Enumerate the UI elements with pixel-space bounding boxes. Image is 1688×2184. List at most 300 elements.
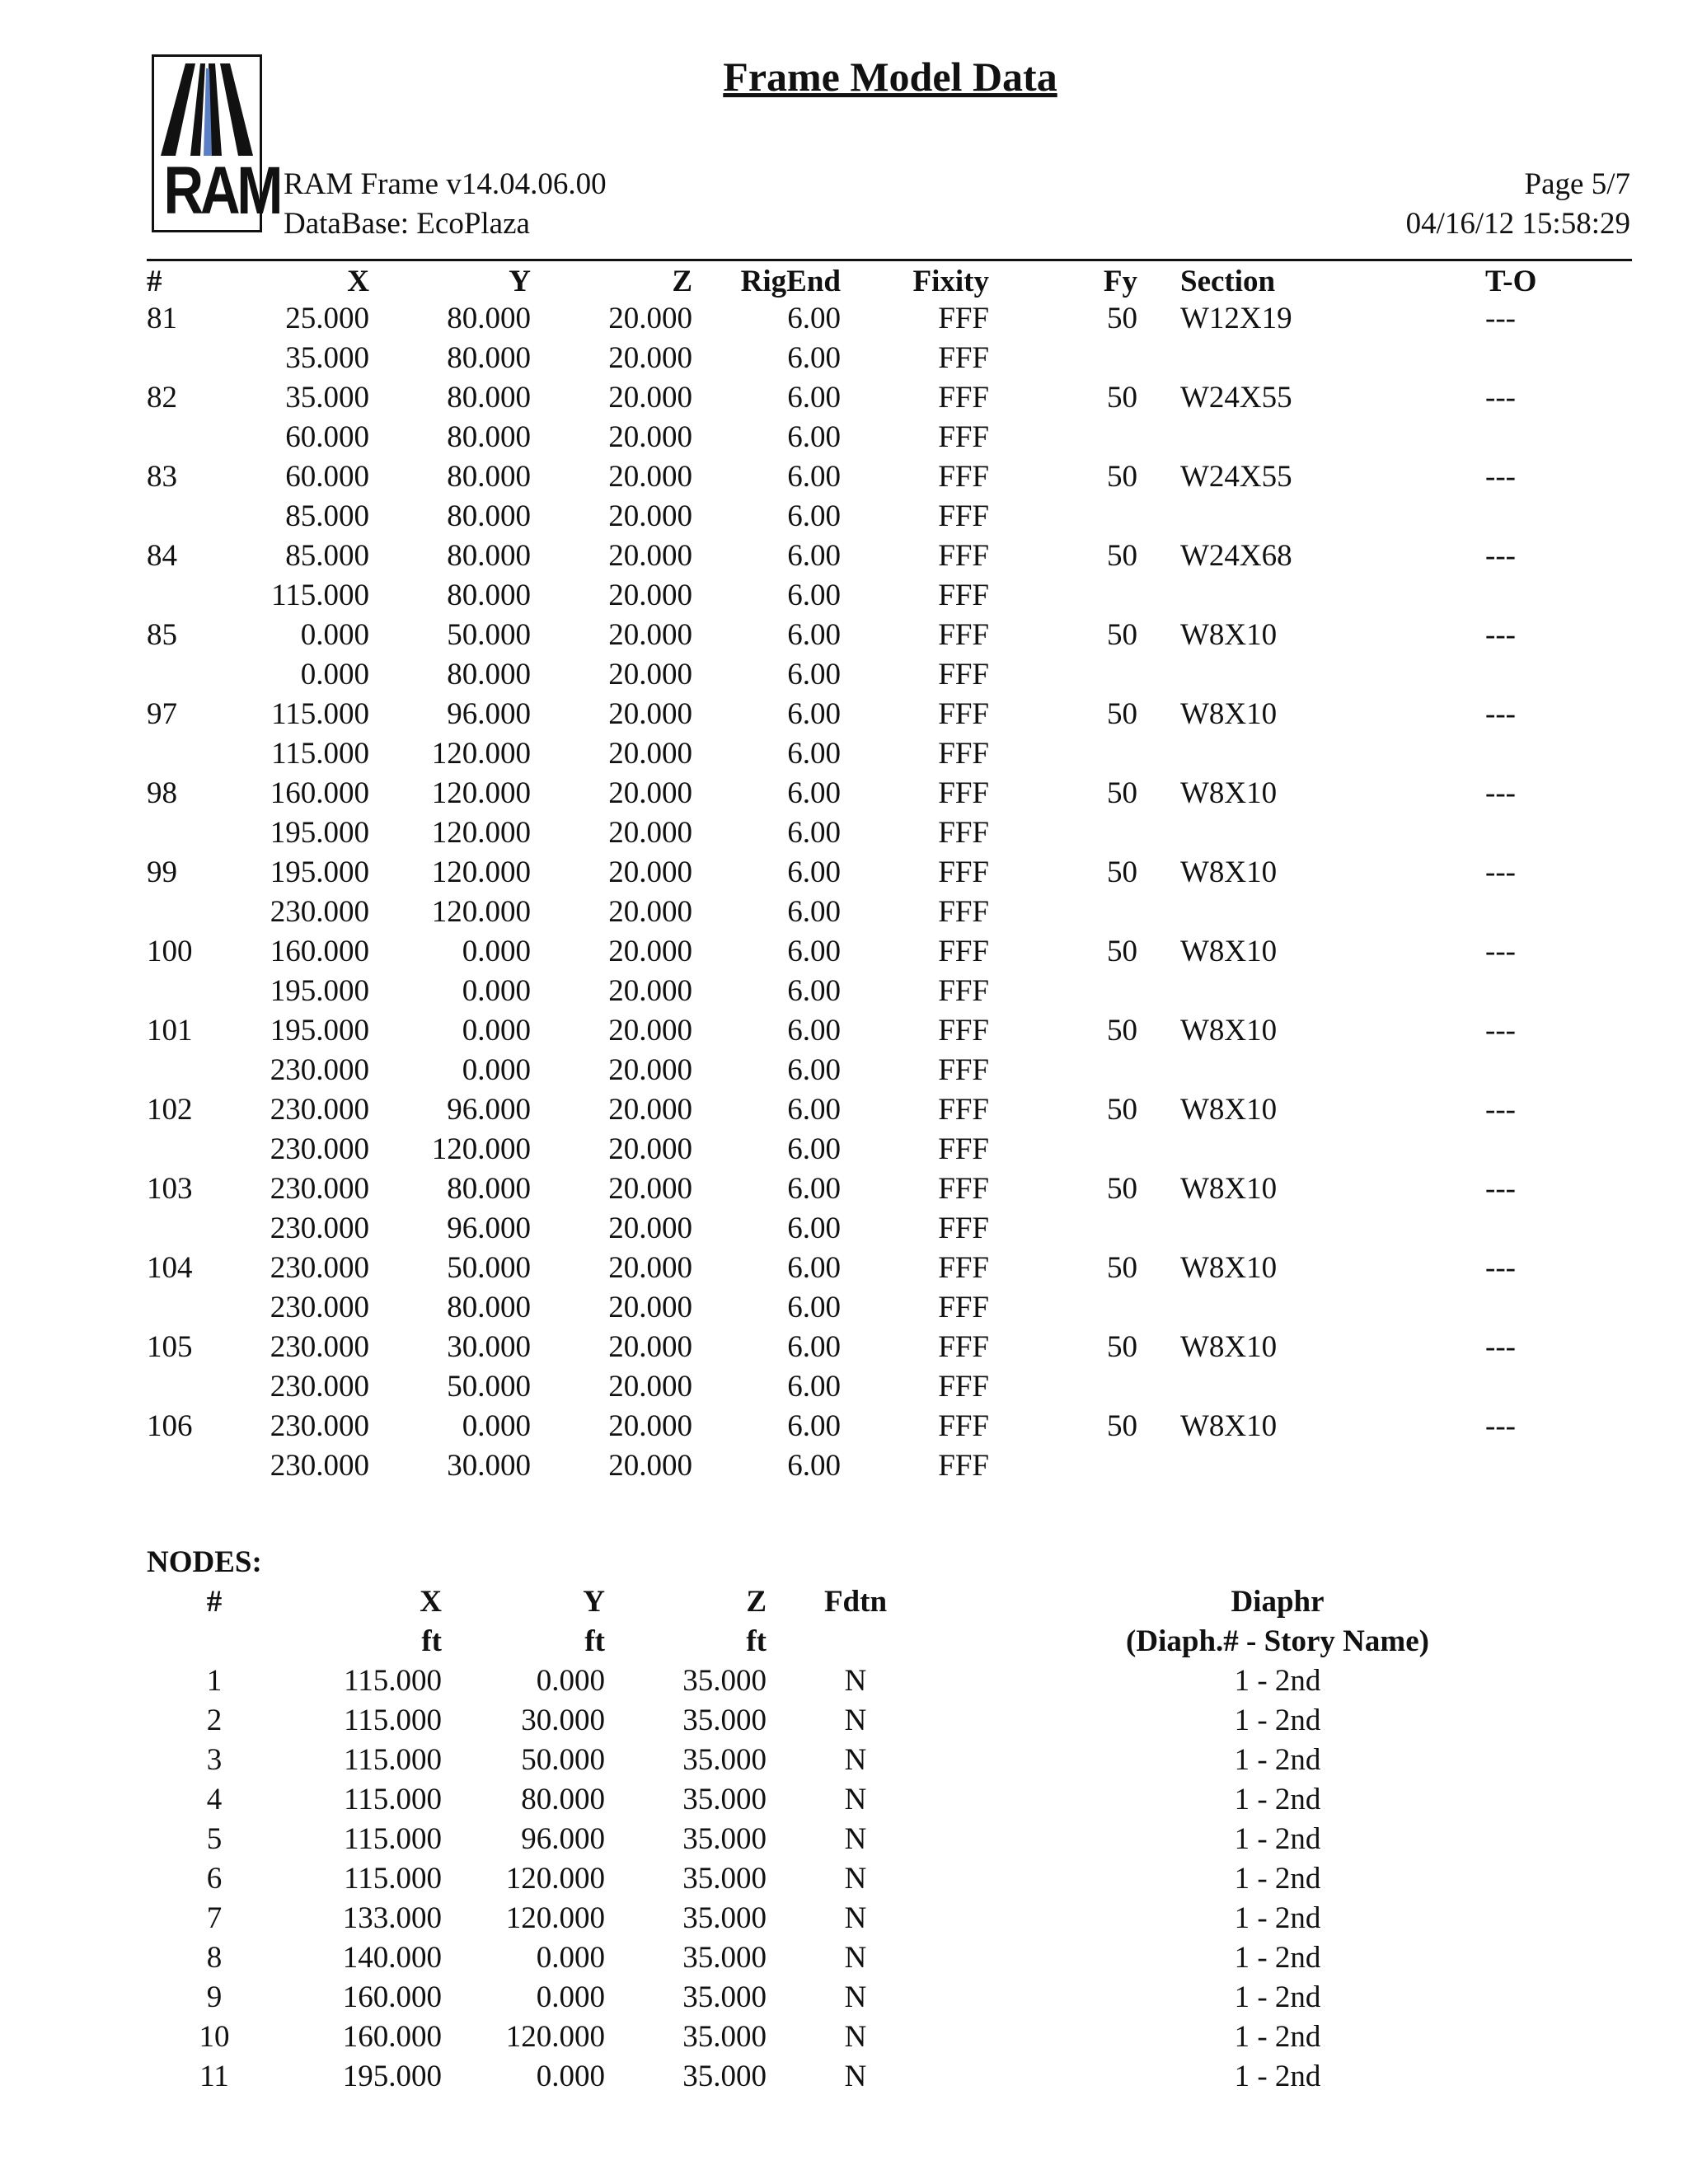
t-o-cell: --- bbox=[1485, 302, 1516, 335]
z-coord-cell: 20.000 bbox=[608, 697, 692, 731]
rig-end-cell: 6.00 bbox=[787, 1409, 841, 1443]
rig-end-cell: 6.00 bbox=[787, 1014, 841, 1047]
rig-end-cell: 6.00 bbox=[787, 1053, 841, 1087]
fixity-cell: FFF bbox=[938, 618, 989, 652]
y-coord-cell: 80.000 bbox=[447, 579, 531, 612]
z-coord-cell: 20.000 bbox=[608, 460, 692, 494]
node-z-coord-cell: 35.000 bbox=[682, 1743, 767, 1777]
node-x-coord-cell: 195.000 bbox=[342, 2060, 442, 2093]
table-row bbox=[0, 972, 1688, 1011]
table-row bbox=[0, 1780, 1688, 1820]
fy-cell: 50 bbox=[1107, 1172, 1137, 1206]
node-unit-z-coord: ft bbox=[746, 1624, 767, 1658]
table-row bbox=[0, 1899, 1688, 1938]
fy-cell: 50 bbox=[1107, 855, 1137, 889]
report-datetime: 04/16/12 15:58:29 bbox=[1405, 207, 1630, 241]
node-diaphragm-cell: 1 - 2nd bbox=[1234, 1664, 1321, 1698]
fixity-cell: FFF bbox=[938, 1291, 989, 1324]
table-row bbox=[0, 1288, 1688, 1328]
x-coord-cell: 230.000 bbox=[270, 1409, 369, 1443]
node-diaphragm-cell: 1 - 2nd bbox=[1234, 1783, 1321, 1816]
table-row bbox=[0, 853, 1688, 893]
table-row bbox=[0, 1978, 1688, 2018]
node-y-coord-cell: 120.000 bbox=[505, 1862, 605, 1896]
table-row bbox=[0, 1169, 1688, 1209]
node-foundation-cell: N bbox=[844, 1901, 867, 1935]
x-coord-cell: 230.000 bbox=[270, 1132, 369, 1166]
table-row bbox=[0, 1051, 1688, 1090]
rig-end-cell: 6.00 bbox=[787, 579, 841, 612]
rig-end-cell: 6.00 bbox=[787, 618, 841, 652]
table-row bbox=[0, 418, 1688, 457]
fy-cell: 50 bbox=[1107, 1093, 1137, 1127]
table-row bbox=[0, 932, 1688, 972]
z-coord-cell: 20.000 bbox=[608, 539, 692, 573]
t-o-cell: --- bbox=[1485, 618, 1516, 652]
x-coord-cell: 85.000 bbox=[285, 539, 369, 573]
node-foundation-cell: N bbox=[844, 1664, 867, 1698]
x-coord-cell: 230.000 bbox=[270, 1370, 369, 1404]
column-header-x-coord: X bbox=[347, 265, 369, 298]
y-coord-cell: 80.000 bbox=[447, 1291, 531, 1324]
fixity-cell: FFF bbox=[938, 1330, 989, 1364]
rig-end-cell: 6.00 bbox=[787, 1370, 841, 1404]
t-o-cell: --- bbox=[1485, 776, 1516, 810]
t-o-cell: --- bbox=[1485, 1409, 1516, 1443]
node-x-coord-cell: 115.000 bbox=[344, 1704, 442, 1737]
y-coord-cell: 120.000 bbox=[431, 1132, 531, 1166]
node-y-coord-cell: 30.000 bbox=[521, 1704, 605, 1737]
member-number-cell: 98 bbox=[147, 776, 177, 810]
section-cell: W8X10 bbox=[1180, 1251, 1278, 1285]
member-number-cell: 99 bbox=[147, 855, 177, 889]
column-header-rig-end: RigEnd bbox=[740, 265, 841, 298]
rig-end-cell: 6.00 bbox=[787, 539, 841, 573]
y-coord-cell: 80.000 bbox=[447, 341, 531, 375]
table-row bbox=[0, 1011, 1688, 1051]
y-coord-cell: 0.000 bbox=[462, 935, 531, 968]
t-o-cell: --- bbox=[1485, 935, 1516, 968]
nodes-units-row bbox=[0, 1622, 1688, 1661]
fy-cell: 50 bbox=[1107, 1409, 1137, 1443]
z-coord-cell: 20.000 bbox=[608, 1132, 692, 1166]
member-number-cell: 81 bbox=[147, 302, 177, 335]
table-row bbox=[0, 2018, 1688, 2057]
table-row bbox=[0, 1249, 1688, 1288]
fixity-cell: FFF bbox=[938, 302, 989, 335]
table-row bbox=[0, 339, 1688, 378]
fixity-cell: FFF bbox=[938, 539, 989, 573]
member-number-cell: 97 bbox=[147, 697, 177, 731]
rig-end-cell: 6.00 bbox=[787, 737, 841, 771]
node-diaphragm-cell: 1 - 2nd bbox=[1234, 2060, 1321, 2093]
x-coord-cell: 115.000 bbox=[271, 697, 369, 731]
t-o-cell: --- bbox=[1485, 460, 1516, 494]
x-coord-cell: 230.000 bbox=[270, 1093, 369, 1127]
y-coord-cell: 80.000 bbox=[447, 499, 531, 533]
t-o-cell: --- bbox=[1485, 539, 1516, 573]
y-coord-cell: 0.000 bbox=[462, 974, 531, 1008]
rig-end-cell: 6.00 bbox=[787, 1330, 841, 1364]
fixity-cell: FFF bbox=[938, 381, 989, 415]
node-node-number-cell: 5 bbox=[206, 1822, 223, 1856]
z-coord-cell: 20.000 bbox=[608, 302, 692, 335]
x-coord-cell: 115.000 bbox=[271, 737, 369, 771]
table-row bbox=[0, 1367, 1688, 1407]
node-unit-diaphragm: (Diaph.# - Story Name) bbox=[1126, 1624, 1429, 1658]
fy-cell: 50 bbox=[1107, 697, 1137, 731]
y-coord-cell: 96.000 bbox=[447, 1093, 531, 1127]
node-z-coord-cell: 35.000 bbox=[682, 1704, 767, 1737]
fixity-cell: FFF bbox=[938, 737, 989, 771]
node-z-coord-cell: 35.000 bbox=[682, 1980, 767, 2014]
x-coord-cell: 160.000 bbox=[270, 776, 369, 810]
y-coord-cell: 80.000 bbox=[447, 302, 531, 335]
fixity-cell: FFF bbox=[938, 816, 989, 850]
node-foundation-cell: N bbox=[844, 2020, 867, 2054]
node-z-coord-cell: 35.000 bbox=[682, 1941, 767, 1975]
z-coord-cell: 20.000 bbox=[608, 420, 692, 454]
y-coord-cell: 80.000 bbox=[447, 539, 531, 573]
z-coord-cell: 20.000 bbox=[608, 816, 692, 850]
node-y-coord-cell: 96.000 bbox=[521, 1822, 605, 1856]
node-foundation-cell: N bbox=[844, 1783, 867, 1816]
node-column-header-foundation: Fdtn bbox=[823, 1585, 888, 1619]
member-number-cell: 103 bbox=[147, 1172, 193, 1206]
node-z-coord-cell: 35.000 bbox=[682, 1664, 767, 1698]
x-coord-cell: 35.000 bbox=[285, 341, 369, 375]
node-diaphragm-cell: 1 - 2nd bbox=[1234, 1980, 1321, 2014]
node-x-coord-cell: 115.000 bbox=[344, 1862, 442, 1896]
node-z-coord-cell: 35.000 bbox=[682, 1862, 767, 1896]
y-coord-cell: 96.000 bbox=[447, 1212, 531, 1245]
rig-end-cell: 6.00 bbox=[787, 1251, 841, 1285]
x-coord-cell: 230.000 bbox=[270, 1251, 369, 1285]
rig-end-cell: 6.00 bbox=[787, 1449, 841, 1483]
section-cell: W8X10 bbox=[1180, 1409, 1278, 1443]
y-coord-cell: 120.000 bbox=[431, 776, 531, 810]
fixity-cell: FFF bbox=[938, 1093, 989, 1127]
section-cell: W8X10 bbox=[1180, 1093, 1278, 1127]
fixity-cell: FFF bbox=[938, 1251, 989, 1285]
x-coord-cell: 115.000 bbox=[271, 579, 369, 612]
fixity-cell: FFF bbox=[938, 1449, 989, 1483]
fy-cell: 50 bbox=[1107, 1330, 1137, 1364]
table-row bbox=[0, 893, 1688, 932]
node-foundation-cell: N bbox=[844, 1980, 867, 2014]
column-header-fy: Fy bbox=[1103, 265, 1137, 298]
section-cell: W12X19 bbox=[1180, 302, 1292, 335]
y-coord-cell: 80.000 bbox=[447, 420, 531, 454]
z-coord-cell: 20.000 bbox=[608, 776, 692, 810]
table-row bbox=[0, 1130, 1688, 1169]
node-foundation-cell: N bbox=[844, 1704, 867, 1737]
y-coord-cell: 30.000 bbox=[447, 1449, 531, 1483]
table-row bbox=[0, 616, 1688, 655]
fixity-cell: FFF bbox=[938, 460, 989, 494]
z-coord-cell: 20.000 bbox=[608, 1014, 692, 1047]
table-row bbox=[0, 2057, 1688, 2097]
t-o-cell: --- bbox=[1485, 1172, 1516, 1206]
t-o-cell: --- bbox=[1485, 697, 1516, 731]
database-name: DataBase: EcoPlaza bbox=[284, 207, 530, 241]
table-row bbox=[0, 1446, 1688, 1486]
node-y-coord-cell: 0.000 bbox=[536, 1664, 605, 1698]
node-foundation-cell: N bbox=[844, 1822, 867, 1856]
fixity-cell: FFF bbox=[938, 776, 989, 810]
node-node-number-cell: 2 bbox=[206, 1704, 223, 1737]
node-diaphragm-cell: 1 - 2nd bbox=[1234, 1901, 1321, 1935]
x-coord-cell: 195.000 bbox=[270, 816, 369, 850]
column-header-section: Section bbox=[1180, 265, 1276, 298]
x-coord-cell: 35.000 bbox=[285, 381, 369, 415]
rig-end-cell: 6.00 bbox=[787, 816, 841, 850]
section-cell: W8X10 bbox=[1180, 618, 1278, 652]
fy-cell: 50 bbox=[1107, 1014, 1137, 1047]
table-row bbox=[0, 1407, 1688, 1446]
nodes-section-label: NODES: bbox=[147, 1545, 262, 1579]
section-cell: W8X10 bbox=[1180, 935, 1278, 968]
fixity-cell: FFF bbox=[938, 658, 989, 691]
member-number-cell: 82 bbox=[147, 381, 177, 415]
x-coord-cell: 60.000 bbox=[285, 420, 369, 454]
fy-cell: 50 bbox=[1107, 935, 1137, 968]
node-node-number-cell: 6 bbox=[206, 1862, 223, 1896]
node-column-header-node-number: # bbox=[206, 1585, 223, 1619]
node-y-coord-cell: 80.000 bbox=[521, 1783, 605, 1816]
node-diaphragm-cell: 1 - 2nd bbox=[1234, 2020, 1321, 2054]
node-y-coord-cell: 0.000 bbox=[536, 2060, 605, 2093]
fixity-cell: FFF bbox=[938, 1212, 989, 1245]
rig-end-cell: 6.00 bbox=[787, 935, 841, 968]
y-coord-cell: 120.000 bbox=[431, 737, 531, 771]
z-coord-cell: 20.000 bbox=[608, 579, 692, 612]
member-number-cell: 102 bbox=[147, 1093, 193, 1127]
z-coord-cell: 20.000 bbox=[608, 974, 692, 1008]
page-title: Frame Model Data bbox=[723, 54, 1057, 100]
column-header-member-number: # bbox=[147, 265, 162, 298]
node-x-coord-cell: 115.000 bbox=[344, 1822, 442, 1856]
table-row bbox=[0, 1701, 1688, 1741]
node-x-coord-cell: 140.000 bbox=[342, 1941, 442, 1975]
members-header-row bbox=[0, 261, 1688, 299]
node-diaphragm-cell: 1 - 2nd bbox=[1234, 1941, 1321, 1975]
member-number-cell: 83 bbox=[147, 460, 177, 494]
fy-cell: 50 bbox=[1107, 1251, 1137, 1285]
ram-logo-text: RAM bbox=[163, 153, 280, 228]
fixity-cell: FFF bbox=[938, 1053, 989, 1087]
node-y-coord-cell: 120.000 bbox=[505, 1901, 605, 1935]
z-coord-cell: 20.000 bbox=[608, 1449, 692, 1483]
table-row bbox=[0, 1938, 1688, 1978]
y-coord-cell: 50.000 bbox=[447, 1370, 531, 1404]
rig-end-cell: 6.00 bbox=[787, 499, 841, 533]
node-x-coord-cell: 115.000 bbox=[344, 1783, 442, 1816]
x-coord-cell: 230.000 bbox=[270, 1449, 369, 1483]
z-coord-cell: 20.000 bbox=[608, 935, 692, 968]
node-unit-y-coord: ft bbox=[584, 1624, 605, 1658]
z-coord-cell: 20.000 bbox=[608, 737, 692, 771]
t-o-cell: --- bbox=[1485, 855, 1516, 889]
z-coord-cell: 20.000 bbox=[608, 1251, 692, 1285]
table-row bbox=[0, 457, 1688, 497]
section-cell: W8X10 bbox=[1180, 1014, 1278, 1047]
rig-end-cell: 6.00 bbox=[787, 1212, 841, 1245]
section-cell: W8X10 bbox=[1180, 776, 1278, 810]
table-row bbox=[0, 813, 1688, 853]
table-row bbox=[0, 1090, 1688, 1130]
y-coord-cell: 120.000 bbox=[431, 816, 531, 850]
member-number-cell: 105 bbox=[147, 1330, 193, 1364]
rig-end-cell: 6.00 bbox=[787, 302, 841, 335]
z-coord-cell: 20.000 bbox=[608, 1370, 692, 1404]
fixity-cell: FFF bbox=[938, 420, 989, 454]
z-coord-cell: 20.000 bbox=[608, 895, 692, 929]
section-cell: W24X55 bbox=[1180, 460, 1292, 494]
fy-cell: 50 bbox=[1107, 618, 1137, 652]
member-number-cell: 101 bbox=[147, 1014, 193, 1047]
rig-end-cell: 6.00 bbox=[787, 855, 841, 889]
z-coord-cell: 20.000 bbox=[608, 1212, 692, 1245]
rig-end-cell: 6.00 bbox=[787, 1172, 841, 1206]
node-x-coord-cell: 160.000 bbox=[342, 1980, 442, 2014]
x-coord-cell: 195.000 bbox=[270, 855, 369, 889]
table-row bbox=[0, 497, 1688, 537]
z-coord-cell: 20.000 bbox=[608, 1330, 692, 1364]
node-y-coord-cell: 120.000 bbox=[505, 2020, 605, 2054]
x-coord-cell: 0.000 bbox=[300, 618, 369, 652]
nodes-table bbox=[0, 1582, 1688, 2097]
fy-cell: 50 bbox=[1107, 460, 1137, 494]
node-column-header-z-coord: Z bbox=[746, 1585, 767, 1619]
t-o-cell: --- bbox=[1485, 1251, 1516, 1285]
program-version: RAM Frame v14.04.06.00 bbox=[284, 167, 607, 201]
rig-end-cell: 6.00 bbox=[787, 776, 841, 810]
rig-end-cell: 6.00 bbox=[787, 381, 841, 415]
y-coord-cell: 50.000 bbox=[447, 1251, 531, 1285]
y-coord-cell: 0.000 bbox=[462, 1014, 531, 1047]
node-node-number-cell: 8 bbox=[206, 1941, 223, 1975]
x-coord-cell: 160.000 bbox=[270, 935, 369, 968]
section-cell: W8X10 bbox=[1180, 855, 1278, 889]
z-coord-cell: 20.000 bbox=[608, 658, 692, 691]
table-row bbox=[0, 774, 1688, 813]
x-coord-cell: 230.000 bbox=[270, 1291, 369, 1324]
table-row bbox=[0, 537, 1688, 576]
fixity-cell: FFF bbox=[938, 855, 989, 889]
node-column-header-x-coord: X bbox=[420, 1585, 442, 1619]
y-coord-cell: 50.000 bbox=[447, 618, 531, 652]
x-coord-cell: 230.000 bbox=[270, 895, 369, 929]
node-x-coord-cell: 133.000 bbox=[342, 1901, 442, 1935]
section-cell: W8X10 bbox=[1180, 697, 1278, 731]
rig-end-cell: 6.00 bbox=[787, 460, 841, 494]
node-foundation-cell: N bbox=[844, 1862, 867, 1896]
fixity-cell: FFF bbox=[938, 499, 989, 533]
fixity-cell: FFF bbox=[938, 341, 989, 375]
rig-end-cell: 6.00 bbox=[787, 1132, 841, 1166]
y-coord-cell: 30.000 bbox=[447, 1330, 531, 1364]
fy-cell: 50 bbox=[1107, 381, 1137, 415]
section-cell: W8X10 bbox=[1180, 1330, 1278, 1364]
y-coord-cell: 80.000 bbox=[447, 658, 531, 691]
y-coord-cell: 80.000 bbox=[447, 381, 531, 415]
fixity-cell: FFF bbox=[938, 1370, 989, 1404]
z-coord-cell: 20.000 bbox=[608, 1172, 692, 1206]
node-unit-x-coord: ft bbox=[421, 1624, 442, 1658]
page-number: Page 5/7 bbox=[1524, 167, 1630, 201]
node-node-number-cell: 9 bbox=[206, 1980, 223, 2014]
y-coord-cell: 80.000 bbox=[447, 460, 531, 494]
x-coord-cell: 195.000 bbox=[270, 1014, 369, 1047]
x-coord-cell: 0.000 bbox=[300, 658, 369, 691]
node-diaphragm-cell: 1 - 2nd bbox=[1234, 1822, 1321, 1856]
x-coord-cell: 230.000 bbox=[270, 1053, 369, 1087]
column-header-fixity: Fixity bbox=[912, 265, 989, 298]
fixity-cell: FFF bbox=[938, 1409, 989, 1443]
z-coord-cell: 20.000 bbox=[608, 1053, 692, 1087]
rig-end-cell: 6.00 bbox=[787, 658, 841, 691]
table-row bbox=[0, 1859, 1688, 1899]
fixity-cell: FFF bbox=[938, 697, 989, 731]
x-coord-cell: 230.000 bbox=[270, 1172, 369, 1206]
node-node-number-cell: 11 bbox=[199, 2060, 229, 2093]
z-coord-cell: 20.000 bbox=[608, 341, 692, 375]
node-y-coord-cell: 0.000 bbox=[536, 1980, 605, 2014]
fixity-cell: FFF bbox=[938, 1132, 989, 1166]
table-row bbox=[0, 1661, 1688, 1701]
node-column-header-y-coord: Y bbox=[583, 1585, 605, 1619]
t-o-cell: --- bbox=[1485, 1330, 1516, 1364]
node-foundation-cell: N bbox=[844, 2060, 867, 2093]
member-number-cell: 100 bbox=[147, 935, 193, 968]
table-row bbox=[0, 299, 1688, 339]
t-o-cell: --- bbox=[1485, 381, 1516, 415]
table-row bbox=[0, 695, 1688, 734]
node-diaphragm-cell: 1 - 2nd bbox=[1234, 1704, 1321, 1737]
rig-end-cell: 6.00 bbox=[787, 895, 841, 929]
node-node-number-cell: 7 bbox=[206, 1901, 223, 1935]
fixity-cell: FFF bbox=[938, 935, 989, 968]
table-row bbox=[0, 1820, 1688, 1859]
node-node-number-cell: 10 bbox=[199, 2020, 230, 2054]
fixity-cell: FFF bbox=[938, 974, 989, 1008]
fy-cell: 50 bbox=[1107, 776, 1137, 810]
z-coord-cell: 20.000 bbox=[608, 618, 692, 652]
section-cell: W8X10 bbox=[1180, 1172, 1278, 1206]
node-z-coord-cell: 35.000 bbox=[682, 2060, 767, 2093]
y-coord-cell: 0.000 bbox=[462, 1409, 531, 1443]
rig-end-cell: 6.00 bbox=[787, 1291, 841, 1324]
node-node-number-cell: 4 bbox=[206, 1783, 223, 1816]
member-number-cell: 106 bbox=[147, 1409, 193, 1443]
y-coord-cell: 96.000 bbox=[447, 697, 531, 731]
table-row bbox=[0, 576, 1688, 616]
node-x-coord-cell: 115.000 bbox=[344, 1743, 442, 1777]
y-coord-cell: 120.000 bbox=[431, 895, 531, 929]
node-z-coord-cell: 35.000 bbox=[682, 1783, 767, 1816]
members-table bbox=[0, 261, 1688, 1486]
table-row bbox=[0, 1328, 1688, 1367]
node-y-coord-cell: 50.000 bbox=[521, 1743, 605, 1777]
rig-end-cell: 6.00 bbox=[787, 1093, 841, 1127]
rig-end-cell: 6.00 bbox=[787, 341, 841, 375]
t-o-cell: --- bbox=[1485, 1014, 1516, 1047]
fixity-cell: FFF bbox=[938, 1172, 989, 1206]
member-number-cell: 85 bbox=[147, 618, 177, 652]
x-coord-cell: 85.000 bbox=[285, 499, 369, 533]
node-foundation-cell: N bbox=[844, 1743, 867, 1777]
